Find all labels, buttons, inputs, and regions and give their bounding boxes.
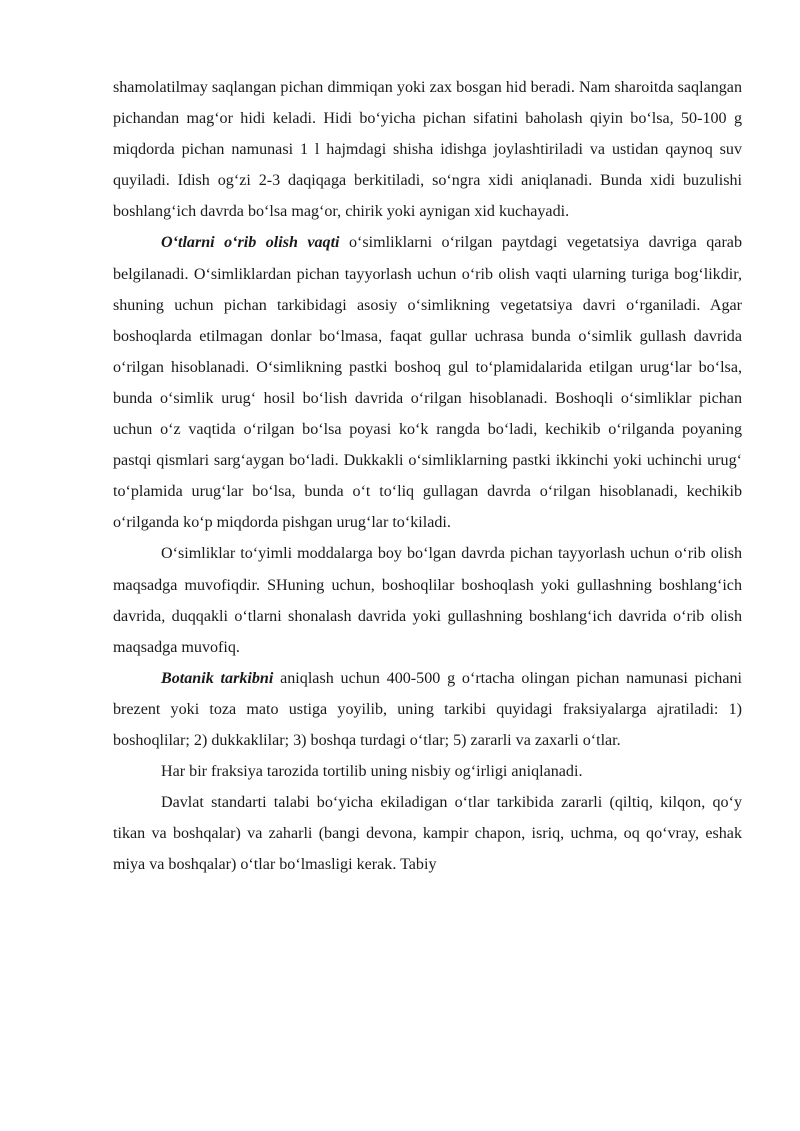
paragraph-2: [113, 227, 742, 538]
paragraph-6-text: Davlat standarti talabi bo‘yicha ekiladigan o‘tlar tarkibida zararli (qiltiq, kilqon, qo‘y tikan va boshqalar) va zaharli (bangi devona, kampir chapon, isriq, uchma, oq qo‘vray, eshak miya va boshqalar) o‘tlar bo‘lmasligi kerak. Tabiy: [113, 794, 742, 874]
paragraph-4-text: aniqlash uchun 400-500 g o‘rtacha olingan pichan namunasi pichani brezent yoki toza mato ustiga yoyilib, uning tarkibi quyidagi fraksiyalarga ajratiladi: 1) boshoqlilar; 2) dukkaklilar; 3) boshqa turdagi o‘tlar; 5) zararli va zaxarli o‘tlar.: [113, 669, 743, 749]
paragraph-5: [113, 756, 742, 787]
paragraph-5-text: Har bir fraksiya tarozida tortilib uning nisbiy og‘irligi aniqlanadi.: [161, 763, 583, 781]
paragraph-3: [113, 538, 742, 662]
term-mowing-time: O‘tlarni o‘rib olish vaqti: [161, 234, 340, 252]
paragraph-3-text: O‘simliklar to‘yimli moddalarga boy bo‘lgan davrda pichan tayyorlash uchun o‘rib olish maqsadga muvofiqdir. SHuning uchun, boshoqlilar boshoqlash yoki gullashning boshlang‘ich davrida, duqqakli o‘tlarni shonalash davrida yoki gullashning boshlang‘ich davrida o‘rib olish maqsadga muvofiq.: [113, 545, 742, 656]
term-botanical-composition: Botanik tarkibni: [161, 669, 274, 687]
paragraph-4: [113, 663, 742, 756]
paragraph-2-text: o‘simliklarni o‘rilgan paytdagi vegetatsiya davriga qarab belgilanadi. O‘simliklardan pichan tayyorlash uchun o‘rib olish vaqti ularning turiga bog‘likdir, shuning uchun pichan tarkibidagi asosiy o‘simlikning vegetatsiya davri o‘rganiladi. Agar boshoqlarda etilmagan donlar bo‘lmasa, faqat gullar uchrasa bunda o‘simlik gullash davrida o‘rilgan hisoblanadi. O‘simlikning pastki boshoq gul to‘plamidalarida etilgan urug‘lar bo‘lsa, bunda o‘simlik urug‘ hosil bo‘lish davrida o‘rilgan hisoblanadi. Boshoqli o‘simliklar pichan uchun o‘z vaqtida o‘rilgan bo‘lsa poyasi ko‘k rangda bo‘ladi, kechikib o‘rilganda poyaning pastqi qismlari sarg‘aygan bo‘ladi. Dukkakli o‘simliklarning pastki ikkinchi yoki uchinchi urug‘ to‘plamida urug‘lar bo‘lsa, bunda o‘t to‘liq gullagan davrda o‘rilgan hisoblanadi, kechikib o‘rilganda ko‘p miqdorda pishgan urug‘lar to‘kiladi.: [113, 234, 742, 532]
paragraph-1: [113, 72, 742, 227]
paragraph-6: [113, 787, 742, 880]
document-page: [113, 72, 742, 880]
paragraph-1-text: shamolatilmay saqlangan pichan dimmiqan yoki zax bosgan hid beradi. Nam sharoitda saqlangan pichandan mag‘or hidi keladi. Hidi bo‘yicha pichan sifatini baholash qiyin bo‘lsa, 50-100 g miqdorda pichan namunasi 1 l hajmdagi shisha idishga joylashtiriladi va ustidan qaynoq suv quyiladi. Idish og‘zi 2-3 daqiqaga berkitiladi, so‘ngra xidi aniqlanadi. Bunda xidi buzulishi boshlang‘ich davrda bo‘lsa mag‘or, chirik yoki aynigan xid kuchayadi.: [113, 79, 742, 221]
